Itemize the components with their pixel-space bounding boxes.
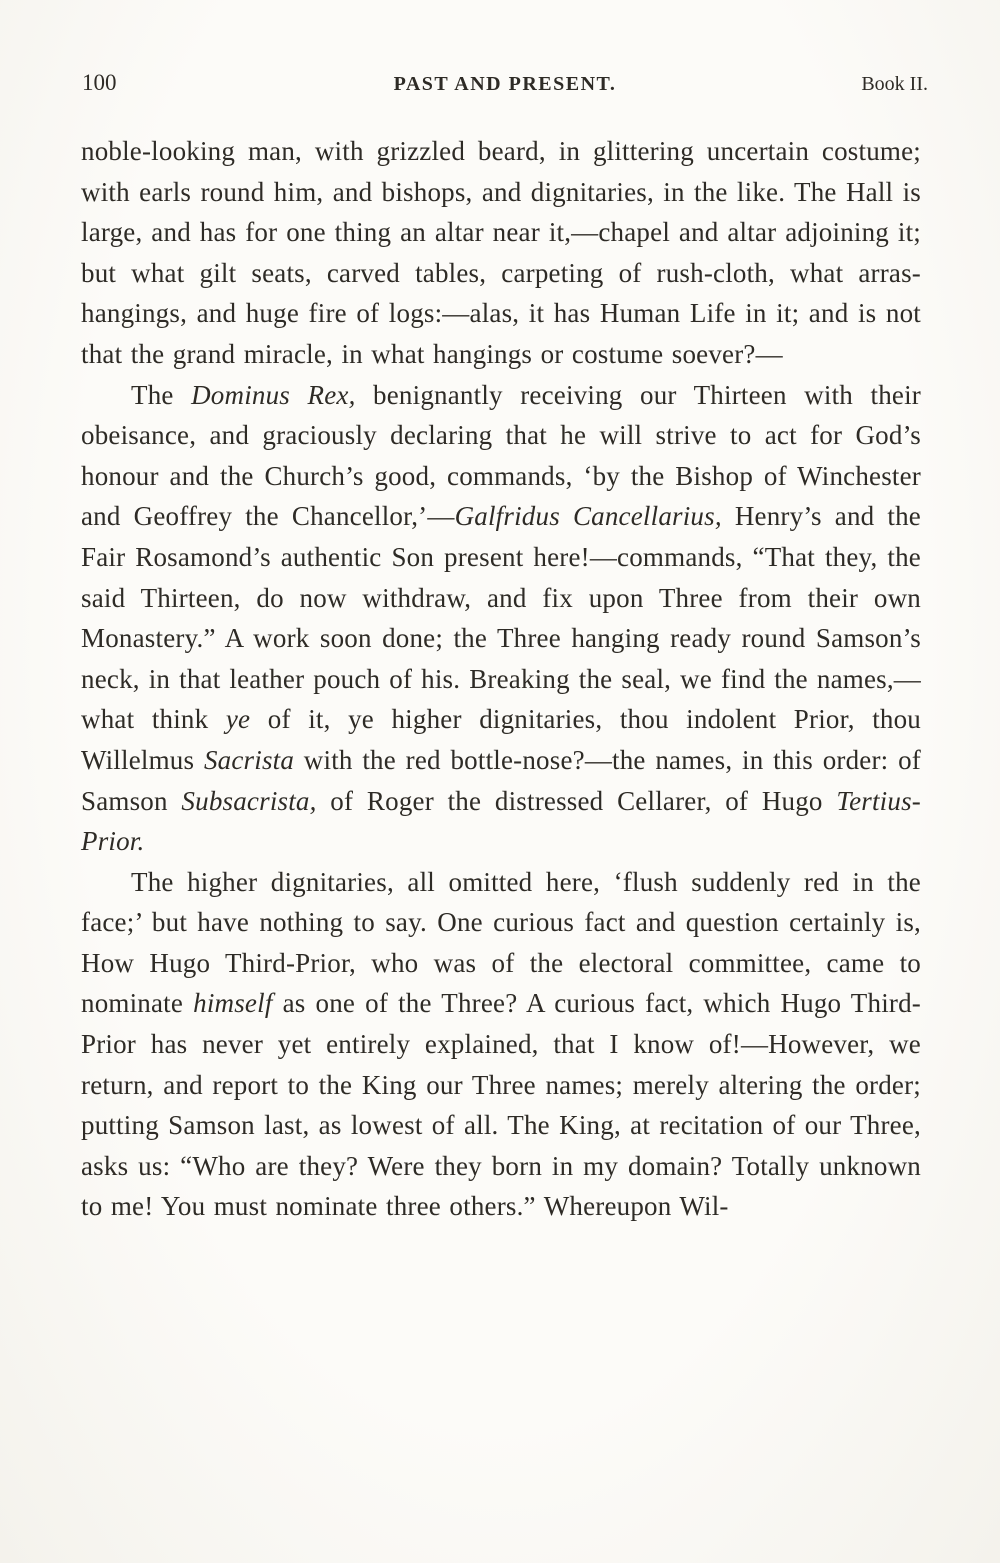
text-segment-italic: Galfridus Cancellarius, xyxy=(454,501,722,532)
book-label: Book II. xyxy=(861,73,928,95)
paragraph xyxy=(81,131,921,375)
text-segment-italic: Sacrista xyxy=(203,744,295,775)
text-segment: Henry’s and the Fair Rosamond’s authentic Son present here!—commands, “That they, the said Thirteen, do now withdraw, and fix upon Three from their own Monastery.” A work soon done; the Three hanging ready round Samson’s neck, in that leather pouch of his. Breaking the seal, we find the names,—what think xyxy=(81,501,921,735)
running-title: PAST AND PRESENT. xyxy=(393,73,617,95)
text-segment-italic: ye xyxy=(225,704,251,735)
text-segment: of Roger the distressed Cellarer, of Hugo xyxy=(316,785,837,816)
text-segment-italic: Subsacrista, xyxy=(181,785,317,816)
paragraph xyxy=(81,375,921,862)
text-segment: of it, ye higher dignitaries, thou indolent Prior, thou Willelmus xyxy=(81,704,921,775)
text-segment: benignantly receiving our Thirteen with their obeisance, and graciously declaring that he will strive to act for God’s honour and the Church’s good, commands, ‘by the Bishop of Winchester and Geoffrey the Chancellor,’— xyxy=(81,379,921,532)
page-number: 100 xyxy=(82,70,117,95)
text-segment: with the red bottle-nose?—the names, in this order: of Samson xyxy=(81,744,921,816)
paragraph xyxy=(81,862,921,1227)
text-segment: The higher dignitaries, all omitted here, ‘flush suddenly red in the face;’ but have nothing to say. One curious fact and question certainly is, How Hugo Third-Prior, who was of the electoral committee, came to nominate xyxy=(81,866,921,1019)
text-segment: noble-looking man, with grizzled beard, in glittering uncertain costume; with earls round him, and bishops, and dignitaries, in the like. The Hall is large, and has for one thing an altar near it,—chapel and altar adjoining it; but what gilt seats, carved tables, carpeting of rush-cloth, what arras-hangings, and huge fire of logs:—alas, it has Human Life in it; and is not that the grand miracle, in what hangings or costume soever?— xyxy=(81,136,921,369)
text-segment-italic: himself xyxy=(193,988,273,1019)
text-segment-italic: Dominus Rex, xyxy=(191,379,356,410)
text-segment: The xyxy=(131,379,192,410)
text-block xyxy=(81,131,921,1227)
page-header xyxy=(82,70,928,96)
text-segment: as one of the Three? A curious fact, which Hugo Third-Prior has never yet entirely explained, that I know of!—However, we return, and report to the King our Three names; merely altering the order; putting Samson last, as lowest of all. The King, at recitation of our Three, asks us: “Who are they? Were they born in my domain? Totally unknown to me! You must nominate three others.” Whereupon Wil- xyxy=(81,988,921,1222)
text-segment-italic: Tertius-Prior. xyxy=(81,785,921,857)
